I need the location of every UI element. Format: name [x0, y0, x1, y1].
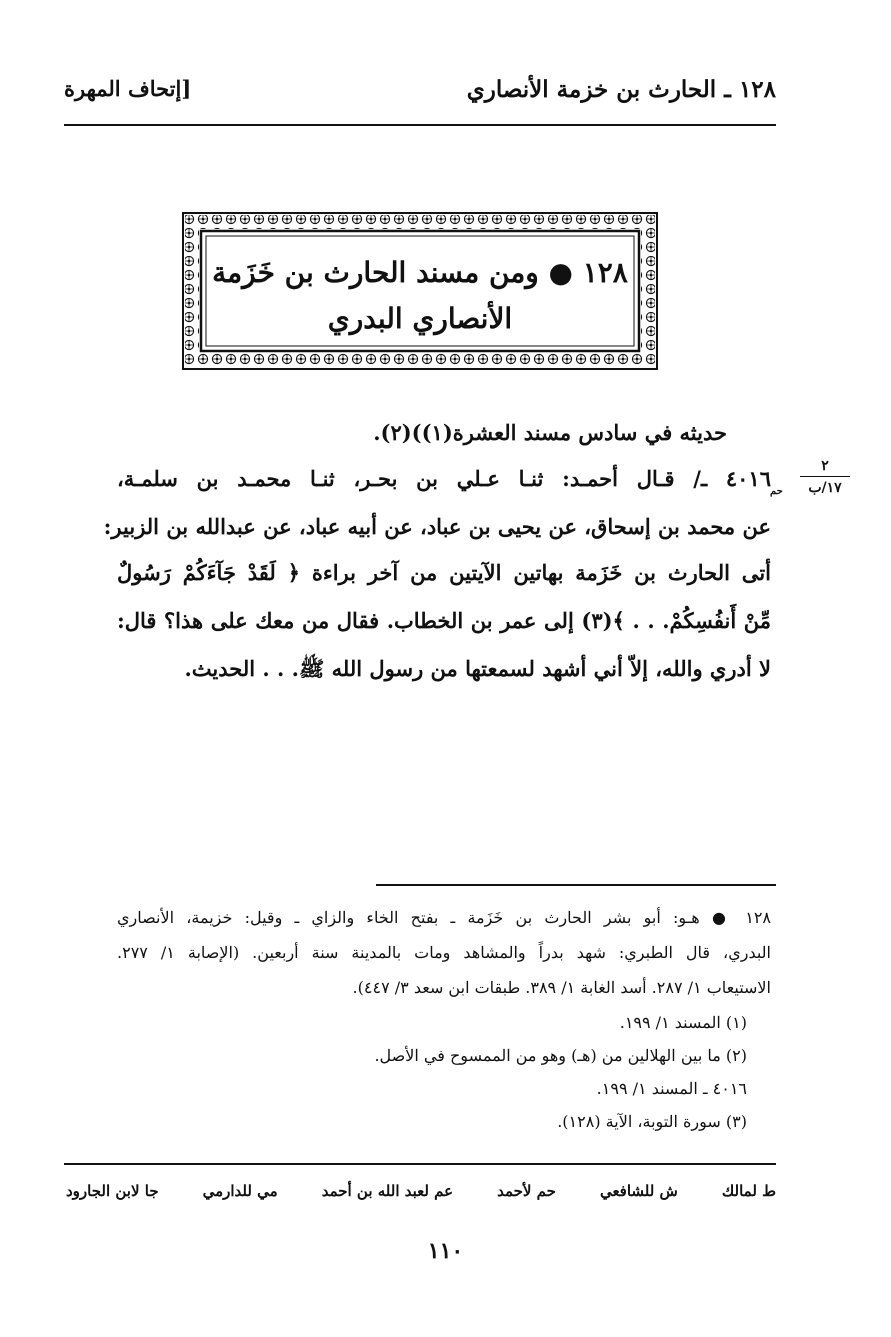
abbreviation-item: ش للشافعي — [599, 1182, 678, 1200]
title-cartouche — [182, 212, 658, 370]
running-header — [64, 76, 776, 112]
footnote-item: ٤٠١٦ ـ المسند ١/ ١٩٩. — [596, 1079, 747, 1098]
footnote-item: (٢) ما بين الهلالين من (هـ) وهو من الممسوح في الأصل. — [374, 1046, 747, 1065]
abbreviation-item: ط لمالك — [721, 1182, 776, 1200]
section-title: ١٢٨ ـ الحارث بن خزمة الأنصاري — [466, 76, 776, 103]
footnote-item: (٣) سورة التوبة، الآية (١٢٨). — [557, 1112, 747, 1131]
margin-reference — [800, 458, 850, 496]
margin-reference-rule — [800, 476, 850, 477]
intro-text: حديثه في سادس مسند العشرة(١))(٢). — [373, 420, 727, 445]
source-marker: حم — [770, 486, 783, 497]
footnote-bio-line: ١٢٨ ● هـو: أبو بشر الحارث بن خَزَمة ـ بفتح الخاء والزاي ـ وقيل: خزيمة، الأنصاري — [117, 908, 771, 927]
book-title: [إتحاف المهرة — [64, 76, 192, 101]
abbreviation-item: مي للدارمي — [202, 1182, 278, 1200]
header-divider — [64, 124, 776, 126]
footnote-divider — [376, 884, 776, 886]
section-heading — [212, 250, 628, 342]
hadith-line: مِّنْ أَنفُسِكُمْ. . . ﴾(٣) إلى عمر بن الخطاب. فقال من معك على هذا؟ قال: — [117, 608, 771, 633]
section-heading-line1: ١٢٨ ● ومن مسند الحارث بن خَزَمة — [212, 256, 628, 289]
section-heading-line2: الأنصاري البدري — [327, 302, 513, 335]
footnote-bio-line: الاستيعاب ١/ ٢٨٧. أسد الغابة ١/ ٣٨٩. طبقات ابن سعد ٣/ ٤٤٧). — [352, 978, 771, 997]
abbreviation-legend — [66, 1182, 776, 1210]
footnote-bio-line: البدري، قال الطبري: شهد بدراً والمشاهد ومات بالمدينة سنة أربعين. (الإصابة ١/ ٢٧٧. — [117, 943, 771, 962]
page-number: ١١٠ — [427, 1238, 464, 1264]
legend-divider — [64, 1163, 776, 1165]
footnote-item: (١) المسند ١/ ١٩٩. — [619, 1013, 747, 1032]
abbreviation-item: حم لأحمد — [497, 1182, 556, 1200]
hadith-line: أتى الحارث بن خَزَمة بهاتين الآيتين من آخر براءة ﴿ لَقَدْ جَآءَكُمْ رَسُولٌ — [117, 560, 771, 585]
margin-reference-top: ٢ — [821, 458, 829, 474]
abbreviation-item: عم لعبد الله بن أحمد — [321, 1182, 454, 1200]
margin-reference-bottom: ١٧/ب — [808, 480, 842, 496]
hadith-line: لا أدري والله، إلاّ أني أشهد لسمعتها من رسول الله ﷺ. . . الحديث. — [184, 656, 771, 681]
hadith-line: عن محمد بن إسحاق، عن يحيى بن عباد، عن أبيه عباد، عن عبدالله بن الزبير: — [103, 514, 771, 539]
hadith-line: ٤٠١٦ ـ/ قـال أحمـد: ثنـا عـلي بن بحـر، ثنـا محمـد بن سلمـة، — [117, 466, 771, 491]
abbreviation-item: جا لابن الجارود — [66, 1182, 159, 1200]
